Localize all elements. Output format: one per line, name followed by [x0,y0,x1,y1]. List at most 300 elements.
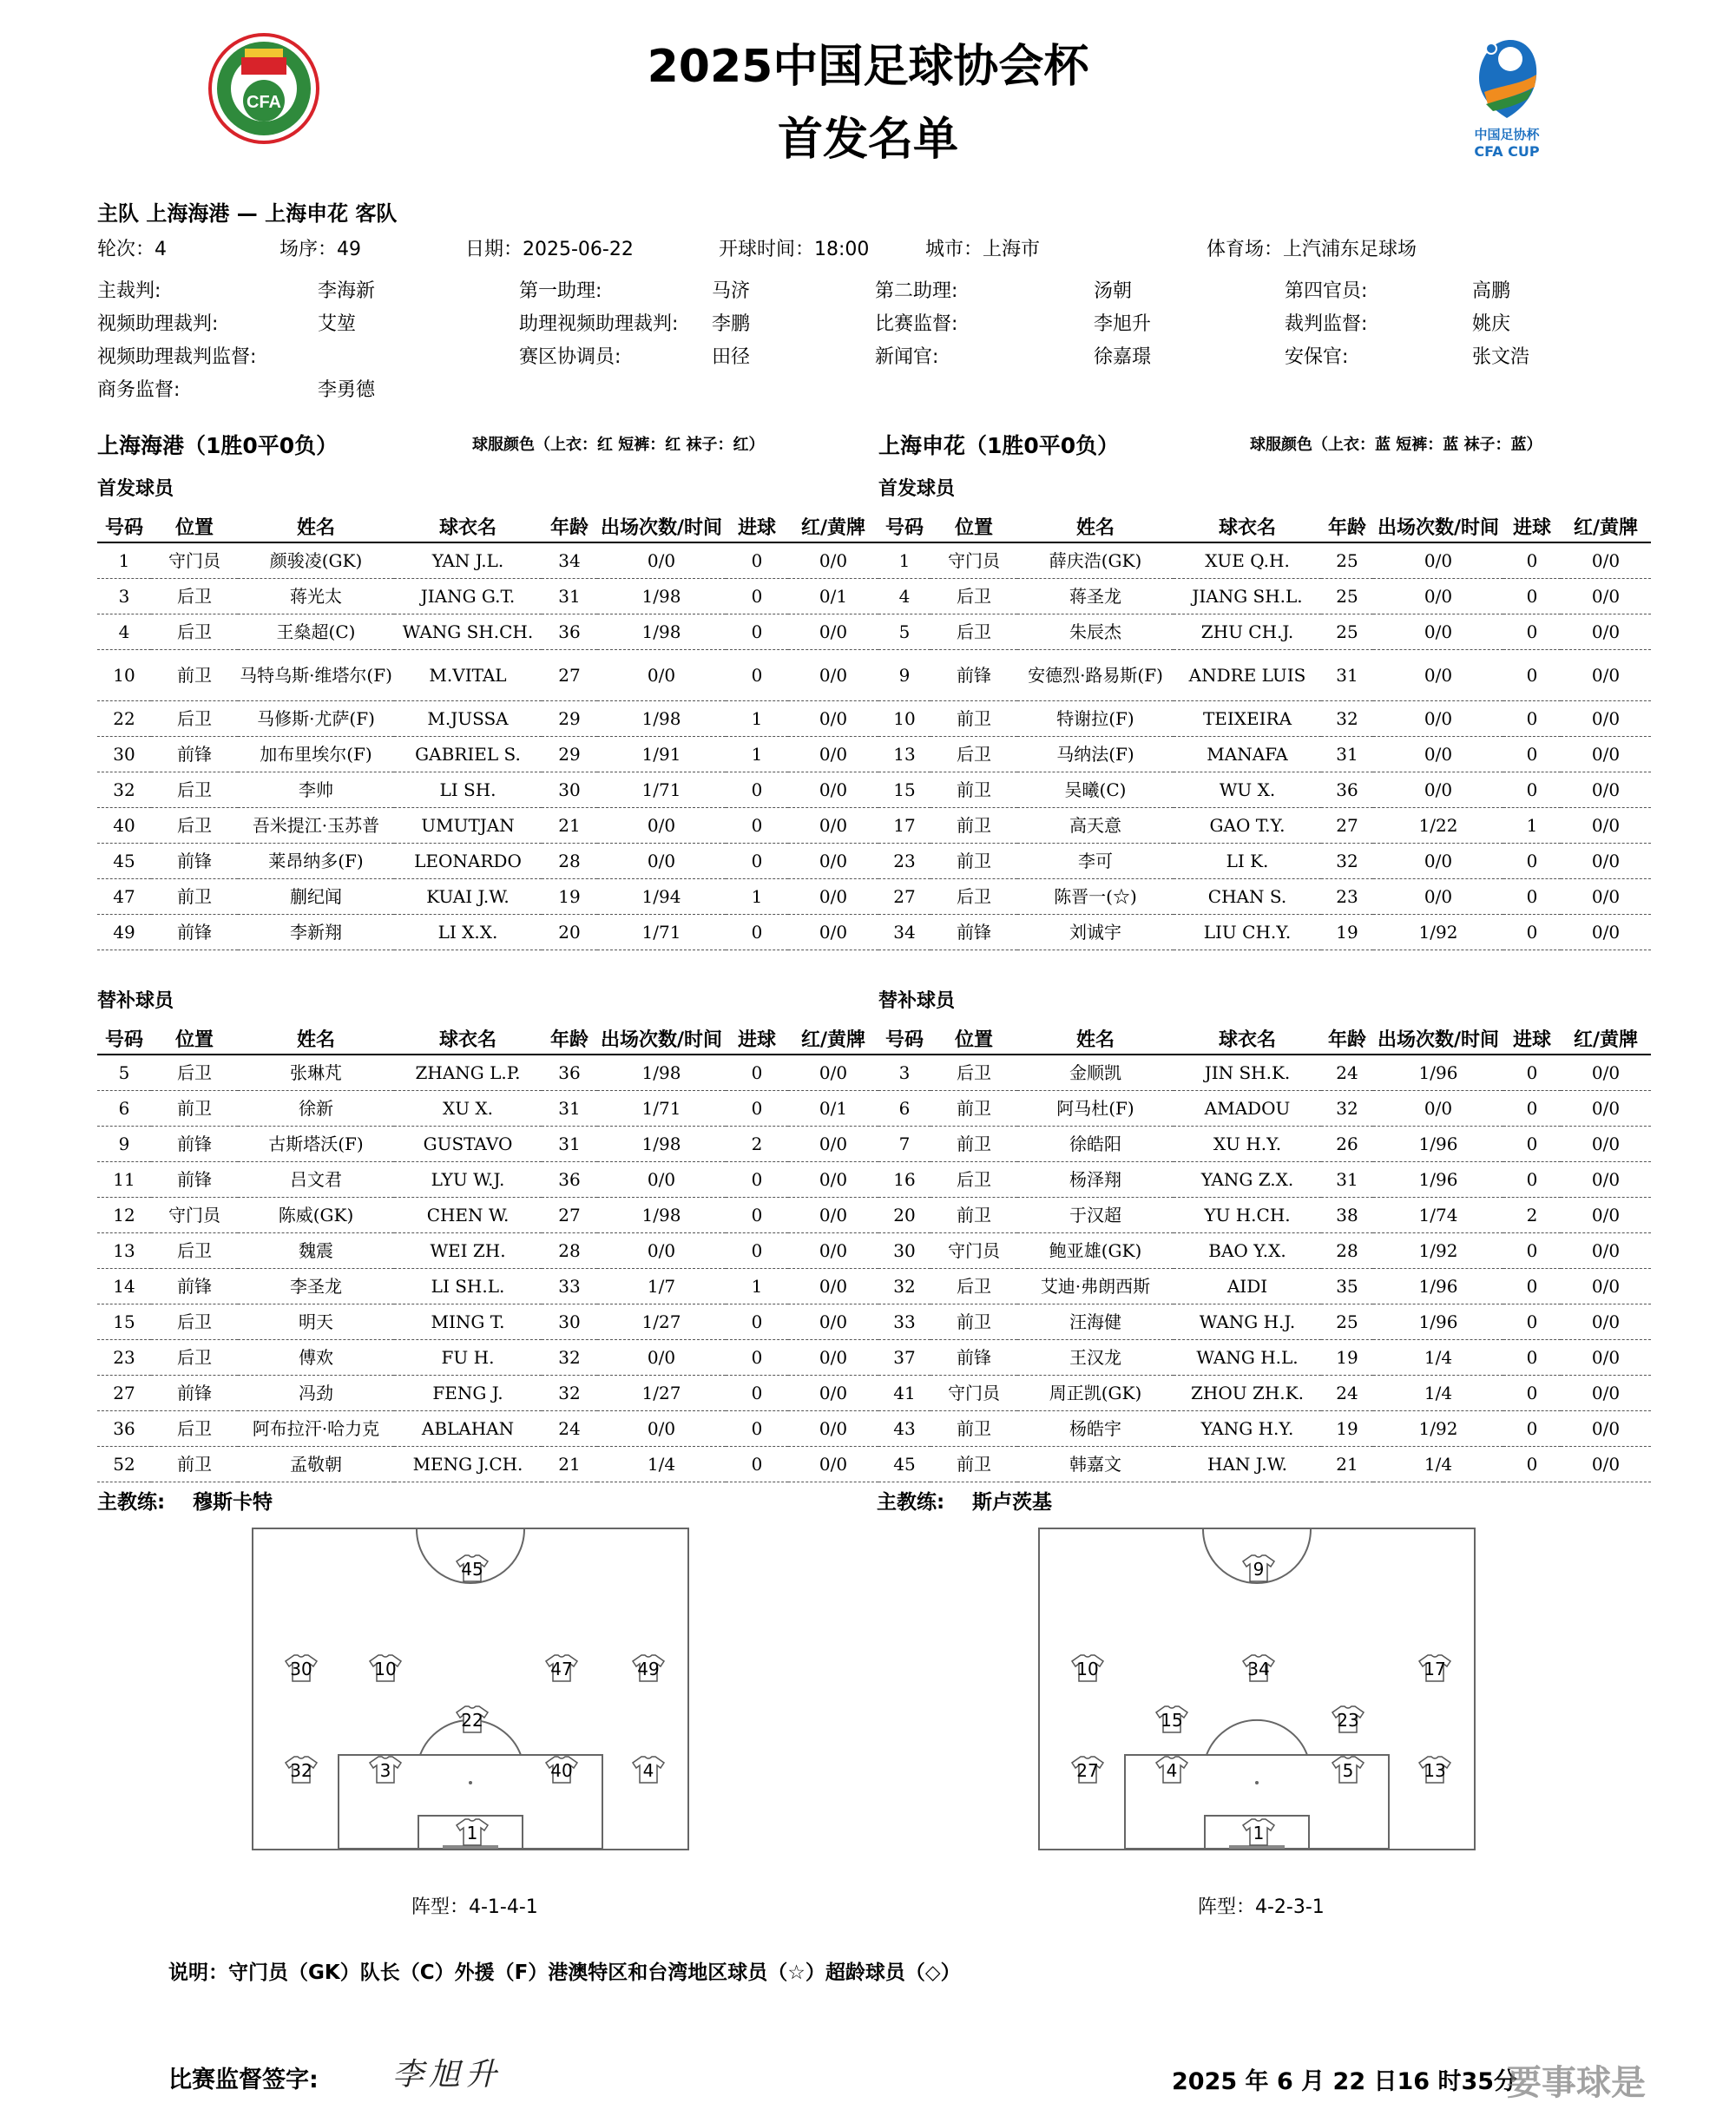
table-cell: 1/96 [1373,1162,1503,1198]
table-cell: 0 [1503,844,1561,879]
table-cell: 0 [1503,614,1561,650]
table-row [878,1233,1651,1269]
jersey-number: 45 [461,1559,483,1580]
table-cell: 王燊超(C) [238,614,394,650]
table-cell: 32 [97,772,151,808]
col-header: 球衣名 [1174,1022,1321,1055]
table-cell: 冯劲 [238,1376,394,1411]
table-cell: 0/0 [1561,1376,1651,1411]
table-cell: 16 [878,1162,930,1198]
table-cell: 41 [878,1376,930,1411]
table-cell: 21 [1321,1447,1373,1482]
table-cell: 前锋 [151,1376,238,1411]
table-row [878,1127,1651,1162]
table-cell: 0/0 [788,701,878,737]
table-row [97,1162,878,1198]
table-cell: 0/0 [1561,1127,1651,1162]
table-row [878,772,1651,808]
table-cell: 1/98 [597,614,726,650]
table-cell: 前锋 [151,737,238,772]
table-cell: 陈晋一(☆) [1017,879,1174,915]
col-header: 年龄 [1321,1022,1373,1055]
table-cell: 1/7 [597,1269,726,1304]
col-header: 出场次数/时间 [1373,1022,1503,1055]
table-cell: 0/0 [1373,879,1503,915]
player-jersey [631,1755,666,1784]
table-cell: 0/0 [1561,1055,1651,1091]
table-row [97,737,878,772]
away-subs-title: 替补球员 [878,990,956,1012]
table-cell: 0/0 [1561,772,1651,808]
table-cell: 0/0 [788,1447,878,1482]
table-cell: WANG SH.CH. [394,614,542,650]
col-header: 球衣名 [1174,510,1321,542]
table-cell: 0 [1503,1411,1561,1447]
table-cell: 0/0 [1561,650,1651,701]
col-header: 位置 [151,1022,238,1055]
table-cell: 29 [542,737,597,772]
table-cell: 0 [726,1198,788,1233]
page-subtitle: 首发名单 [777,114,958,166]
table-cell: 19 [1321,915,1373,950]
table-cell: 47 [97,879,151,915]
table-cell: 后卫 [151,772,238,808]
table-cell: XUE Q.H. [1174,542,1321,579]
table-cell: 艾迪·弗朗西斯 [1017,1269,1174,1304]
table-row [97,808,878,844]
table-cell: 32 [542,1340,597,1376]
table-cell: 守门员 [930,1376,1017,1411]
table-cell: 前卫 [930,808,1017,844]
player-jersey [1331,1755,1365,1784]
table-cell: CHEN W. [394,1198,542,1233]
table-cell: 0/0 [1561,1411,1651,1447]
table-row [878,614,1651,650]
official-value: 田径 [712,346,751,368]
table-row [878,879,1651,915]
col-header: 年龄 [542,510,597,542]
table-cell: 王汉龙 [1017,1340,1174,1376]
table-cell: 守门员 [930,1233,1017,1269]
table-cell: 1/22 [1373,808,1503,844]
table-cell: 4 [878,579,930,614]
table-cell: 0/0 [1373,542,1503,579]
jersey-number: 34 [1247,1659,1270,1679]
jersey-number: 4 [642,1760,654,1781]
table-cell: 前锋 [151,1127,238,1162]
table-cell: 36 [542,614,597,650]
table-cell: 后卫 [930,879,1017,915]
table-header [97,510,878,542]
col-header: 红/黄牌 [788,1022,878,1055]
player-jersey [455,1554,490,1583]
table-cell: 32 [542,1376,597,1411]
table-cell: 27 [1321,808,1373,844]
col-header: 出场次数/时间 [597,1022,726,1055]
table-cell: 21 [542,1447,597,1482]
player-jersey [631,1653,666,1683]
table-cell: 1 [726,1269,788,1304]
table-row [878,1447,1651,1482]
table-cell: 1/96 [1373,1269,1503,1304]
home-kit: 球服颜色（上衣：红 短裤：红 袜子：红） [472,436,765,454]
supervisor-signature: 李旭升 [392,2057,503,2093]
col-header: 号码 [878,510,930,542]
table-cell: 0 [1503,1233,1561,1269]
table-cell: ABLAHAN [394,1411,542,1447]
player-jersey [1070,1755,1105,1784]
table-cell: 0 [1503,701,1561,737]
table-cell: 徐新 [238,1091,394,1127]
round: 轮次：4 [97,239,167,260]
table-cell: 0/0 [788,614,878,650]
official-value: 李海新 [318,280,376,302]
table-cell: 0/0 [1373,772,1503,808]
table-cell: 0 [1503,737,1561,772]
table-cell: 40 [97,808,151,844]
table-cell: 后卫 [930,1162,1017,1198]
table-cell: 0 [726,614,788,650]
table-cell: 32 [1321,701,1373,737]
player-jersey [455,1705,490,1734]
jersey-number: 13 [1424,1760,1446,1781]
table-row [878,1269,1651,1304]
official-value: 艾堃 [318,313,357,335]
table-cell: 0/0 [1373,1091,1503,1127]
table-cell: 1/92 [1373,1233,1503,1269]
table-cell: 0/0 [788,542,878,579]
legend: 说明：守门员（GK）队长（C）外援（F）港澳特区和台湾地区球员（☆）超龄球员（◇） [168,1962,961,1984]
home-coach-label: 主教练: [97,1491,166,1514]
table-cell: 0 [726,579,788,614]
table-cell: 前卫 [930,1091,1017,1127]
table-header [878,1022,1651,1055]
col-header: 红/黄牌 [1561,510,1651,542]
table-cell: 15 [878,772,930,808]
away-starters-title: 首发球员 [878,478,956,500]
table-cell: 李帅 [238,772,394,808]
table-cell: YU H.CH. [1174,1198,1321,1233]
table-cell: 23 [1321,879,1373,915]
player-jersey [1417,1755,1452,1784]
table-cell: 后卫 [151,1340,238,1376]
city: 城市：上海市 [925,239,1041,260]
table-cell: 0 [726,1055,788,1091]
table-cell: WANG H.J. [1174,1304,1321,1340]
table-cell: WANG H.L. [1174,1340,1321,1376]
official-label: 裁判监督: [1285,313,1368,335]
table-cell: 前卫 [151,1091,238,1127]
official-label: 商务监督: [97,379,181,401]
col-header: 红/黄牌 [788,510,878,542]
table-cell: 31 [1321,650,1373,701]
table-cell: 0/0 [1373,650,1503,701]
table-cell: 0 [1503,1127,1561,1162]
table-cell: 0 [1503,1055,1561,1091]
table-cell: 1/71 [597,772,726,808]
table-cell: 0 [726,1376,788,1411]
jersey-number: 3 [379,1760,391,1781]
table-cell: 19 [1321,1340,1373,1376]
table-cell: 汪海健 [1017,1304,1174,1340]
table-cell: 36 [542,1162,597,1198]
table-cell: 3 [97,579,151,614]
table-cell: 马修斯·尤萨(F) [238,701,394,737]
table-cell: 1/92 [1373,1411,1503,1447]
table-cell: LEONARDO [394,844,542,879]
table-cell: 33 [542,1269,597,1304]
table-cell: 10 [878,701,930,737]
table-cell: 0 [726,1340,788,1376]
table-cell: 薛庆浩(GK) [1017,542,1174,579]
table-row [878,1162,1651,1198]
table-cell: JIANG SH.L. [1174,579,1321,614]
table-cell: 10 [97,650,151,701]
col-header: 号码 [97,510,151,542]
table-cell: 0/0 [597,1411,726,1447]
table-cell: LI SH. [394,772,542,808]
table-cell: 0/0 [1561,915,1651,950]
table-cell: 后卫 [930,1055,1017,1091]
player-jersey [284,1755,319,1784]
player-jersey [544,1755,579,1784]
table-row [97,1376,878,1411]
table-cell: 32 [1321,1091,1373,1127]
table-cell: 1 [97,542,151,579]
away-subs-table [878,1022,1651,1482]
table-cell: 34 [878,915,930,950]
table-cell: 0/0 [1561,844,1651,879]
table-cell: 0/0 [1561,542,1651,579]
jersey-number: 17 [1424,1659,1446,1679]
table-cell: YANG H.Y. [1174,1411,1321,1447]
table-cell: ZHANG L.P. [394,1055,542,1091]
official-value: 汤朝 [1094,280,1133,302]
table-cell: 3 [878,1055,930,1091]
table-row [878,915,1651,950]
official-label: 第一助理: [519,280,602,302]
jersey-number: 1 [1253,1823,1265,1843]
table-row [97,1269,878,1304]
table-cell: M.VITAL [394,650,542,701]
table-cell: 后卫 [151,808,238,844]
table-row [878,737,1651,772]
table-cell: 前卫 [930,844,1017,879]
table-cell: 1/91 [597,737,726,772]
jersey-number: 32 [290,1760,312,1781]
home-starters-table [97,510,878,950]
table-cell: JIN SH.K. [1174,1055,1321,1091]
official-label: 安保官: [1285,346,1349,368]
table-cell: 0/0 [788,1233,878,1269]
table-cell: YANG Z.X. [1174,1162,1321,1198]
official-label: 第二助理: [875,280,958,302]
table-row [97,1447,878,1482]
table-cell: 李可 [1017,844,1174,879]
table-cell: ZHOU ZH.K. [1174,1376,1321,1411]
table-cell: 0/0 [788,915,878,950]
table-row [97,844,878,879]
table-row [878,1055,1651,1091]
table-cell: 25 [1321,579,1373,614]
table-cell: 0/0 [597,1233,726,1269]
table-cell: 0 [1503,1304,1561,1340]
teams-line: 主队 上海海港 — 上海申花 客队 [97,201,398,226]
table-cell: 前锋 [151,1162,238,1198]
table-cell: 高天意 [1017,808,1174,844]
official-label: 主裁判: [97,280,161,302]
table-cell: M.JUSSA [394,701,542,737]
table-row [97,879,878,915]
table-cell: 0/0 [597,1162,726,1198]
table-cell: 0/0 [788,1162,878,1198]
table-cell: 6 [878,1091,930,1127]
table-cell: 鲍亚雄(GK) [1017,1233,1174,1269]
table-cell: 前卫 [930,1411,1017,1447]
col-header: 姓名 [238,1022,394,1055]
table-cell: 28 [542,1233,597,1269]
table-cell: 0/0 [1561,1304,1651,1340]
table-cell: 0/0 [1561,1162,1651,1198]
table-cell: 加布里埃尔(F) [238,737,394,772]
stadium: 体育场：上汽浦东足球场 [1207,239,1417,260]
table-cell: 蒋光太 [238,579,394,614]
table-cell: 1 [726,737,788,772]
jersey-number: 1 [466,1823,478,1843]
table-cell: ANDRE LUIS [1174,650,1321,701]
table-cell: 19 [1321,1411,1373,1447]
player-jersey [1331,1705,1365,1734]
table-cell: MENG J.CH. [394,1447,542,1482]
table-cell: 1/98 [597,579,726,614]
table-cell: 前卫 [930,772,1017,808]
table-cell: 0/0 [1561,614,1651,650]
table-cell: 刘诚宇 [1017,915,1174,950]
player-jersey [1070,1653,1105,1683]
official-label: 视频助理裁判: [97,313,219,335]
table-cell: 1/27 [597,1304,726,1340]
match-seq: 场序：49 [279,239,361,260]
table-cell: 0 [726,1091,788,1127]
table-cell: 0/0 [788,737,878,772]
table-cell: 30 [97,737,151,772]
table-cell: AIDI [1174,1269,1321,1304]
table-cell: XU H.Y. [1174,1127,1321,1162]
table-header [97,1022,878,1055]
table-cell: 31 [542,1127,597,1162]
table-cell: 0 [1503,1162,1561,1198]
table-cell: 后卫 [151,1304,238,1340]
table-cell: WEI ZH. [394,1233,542,1269]
table-row [878,1198,1651,1233]
table-cell: 0/0 [788,1269,878,1304]
player-jersey [284,1653,319,1683]
official-label: 比赛监督: [875,313,958,335]
table-cell: 0 [726,650,788,701]
table-row [878,1340,1651,1376]
table-cell: 0/0 [597,844,726,879]
table-cell: 0/0 [1561,808,1651,844]
jersey-number: 23 [1337,1710,1359,1731]
table-cell: 阿马杜(F) [1017,1091,1174,1127]
table-cell: 14 [97,1269,151,1304]
table-cell: 27 [878,879,930,915]
table-row [97,1198,878,1233]
table-cell: 前锋 [151,844,238,879]
table-cell: 明天 [238,1304,394,1340]
col-header: 位置 [930,510,1017,542]
table-cell: 吕文君 [238,1162,394,1198]
table-cell: 22 [97,701,151,737]
player-jersey [1154,1705,1189,1734]
table-cell: 0 [726,1447,788,1482]
jersey-number: 4 [1166,1760,1178,1781]
table-cell: 李圣龙 [238,1269,394,1304]
table-cell: 23 [97,1340,151,1376]
col-header: 年龄 [1321,510,1373,542]
table-cell: 1/74 [1373,1198,1503,1233]
table-cell: 32 [1321,844,1373,879]
col-header: 号码 [878,1022,930,1055]
table-row [97,1233,878,1269]
table-cell: 张琳芃 [238,1055,394,1091]
table-row [878,579,1651,614]
table-cell: 0/0 [788,650,878,701]
table-cell: 0/0 [788,808,878,844]
table-cell: LI SH.L. [394,1269,542,1304]
table-cell: 1/92 [1373,915,1503,950]
table-cell: 0/0 [1373,737,1503,772]
home-starters-title: 首发球员 [97,478,174,500]
table-cell: 0 [1503,1269,1561,1304]
official-label: 新闻官: [875,346,939,368]
col-header: 年龄 [542,1022,597,1055]
table-cell: 1 [1503,808,1561,844]
col-header: 球衣名 [394,510,542,542]
table-cell: 0 [726,1411,788,1447]
table-cell: 43 [878,1411,930,1447]
official-label: 助理视频助理裁判: [519,313,679,335]
table-cell: 24 [1321,1376,1373,1411]
table-cell: LI K. [1174,844,1321,879]
table-cell: 0 [726,1304,788,1340]
official-value: 李旭升 [1094,313,1152,335]
away-kit: 球服颜色（上衣：蓝 短裤：蓝 袜子：蓝） [1250,436,1542,454]
table-cell: 阿布拉汗·哈力克 [238,1411,394,1447]
table-cell: 后卫 [151,1411,238,1447]
table-cell: 后卫 [151,579,238,614]
home-formation: 阵型：4-1-4-1 [411,1896,538,1918]
home-team-name: 上海海港（1胜0平0负） [97,433,339,458]
table-cell: GAO T.Y. [1174,808,1321,844]
away-pitch [1038,1528,1476,1850]
table-header [878,510,1651,542]
table-cell: 0 [1503,650,1561,701]
table-cell: 后卫 [151,701,238,737]
table-cell: YAN J.L. [394,542,542,579]
table-cell: 0/0 [1561,1091,1651,1127]
away-starters-table [878,510,1651,950]
table-cell: 前锋 [151,915,238,950]
table-cell: 0/0 [788,844,878,879]
table-cell: CHAN S. [1174,879,1321,915]
home-subs-title: 替补球员 [97,990,174,1012]
table-cell: 0/0 [1561,1340,1651,1376]
table-cell: 0 [1503,542,1561,579]
table-cell: 1/71 [597,915,726,950]
player-jersey [368,1653,403,1683]
table-cell: 蒋圣龙 [1017,579,1174,614]
